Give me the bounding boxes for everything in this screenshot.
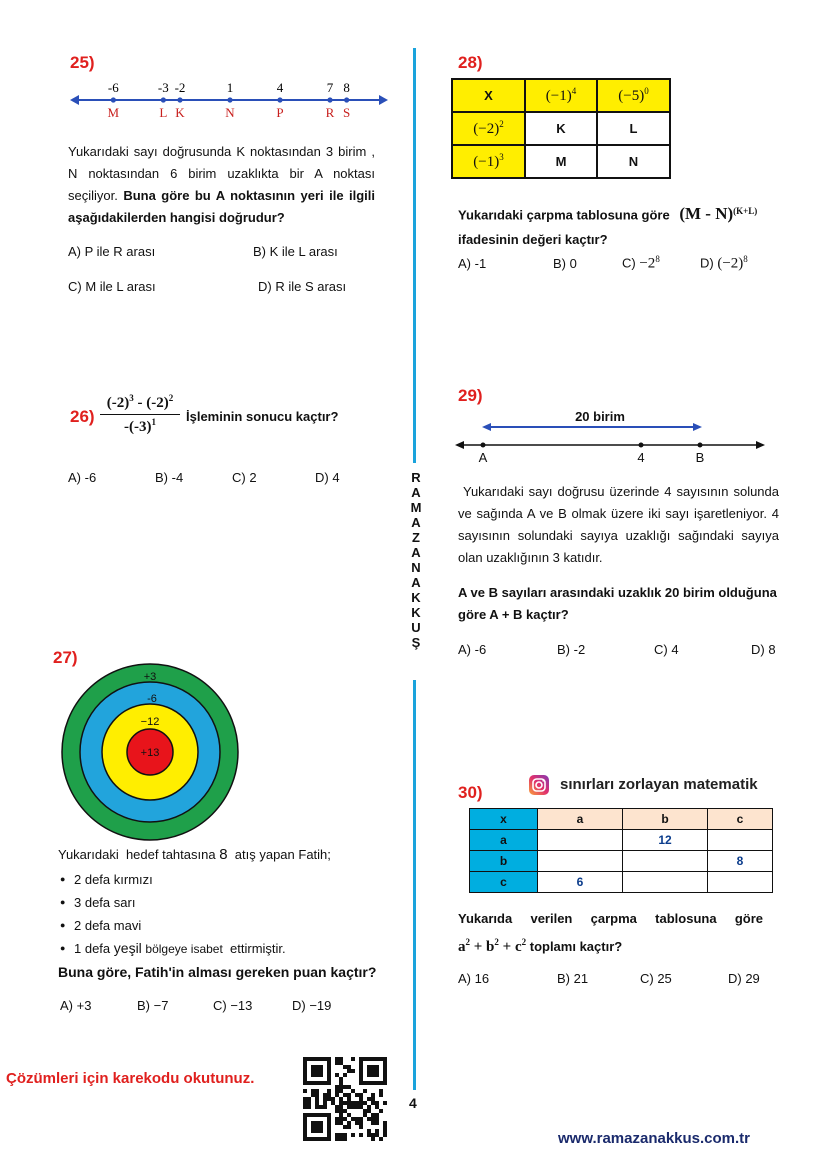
q28-row2-label: $(-1)^3$ — [452, 145, 525, 178]
q28-row1-label: $(-2)^2$ — [452, 112, 525, 145]
q26-option-d[interactable]: D) 4 — [315, 470, 340, 485]
point-b-dot — [698, 443, 703, 448]
number-line-25 — [70, 78, 390, 123]
q29-option-a[interactable]: A) -6 — [458, 642, 487, 657]
q25-option-d[interactable]: D) R ile S arası — [258, 279, 347, 294]
q25-option-b[interactable]: B) K ile L arası — [253, 244, 338, 259]
q27-question: Buna göre, Fatih'in alması gereken puan kaçtır? — [58, 964, 377, 980]
q28-text-b: ifadesinin değeri kaçtır? — [458, 232, 608, 247]
q27-option-b[interactable]: B) −7 — [137, 998, 169, 1013]
q29-text: Yukarıdaki sayı doğrusu üzerinde 4 sayısının solunda ve sağında A ve B olmak üzere iki sayı işaretleniyor. 4 sayısının solundaki sayıya uzaklığı sağındaki sayıya olan uzaklığının 3 katıdır. — [458, 484, 779, 565]
question-29-number: 29) — [458, 386, 483, 405]
question-25-statement: Yukarıdaki sayı doğrusunda K noktasından 3 birim , N noktasından 6 birim uzaklıkta bir A noktası seçiliyor. — [68, 144, 375, 203]
q26-denominator: $-(-3)^1$ — [124, 417, 156, 435]
q28-option-d[interactable]: D) $(-2)^8$ — [700, 254, 748, 272]
side-label-letter: A — [411, 545, 421, 560]
q30-option-c[interactable]: C) 25 — [640, 971, 672, 986]
number-line-letter: K — [175, 105, 185, 120]
q28-cell: K — [525, 112, 597, 145]
number-line-value: 7 — [326, 80, 334, 95]
number-line-value: -2 — [174, 80, 186, 95]
brand-text: sınırları zorlayan matematik — [560, 776, 758, 793]
q26-question: İşleminin sonucu kaçtır? — [186, 409, 339, 424]
q30-cell: 12 — [623, 830, 708, 851]
number-line-point — [111, 97, 116, 102]
qr-caption: Çözümleri için karekodu okutunuz. — [6, 1070, 255, 1087]
q28-header-x: X — [452, 79, 525, 112]
q28-header-col2: $(-5)^0$ — [597, 79, 670, 112]
q28-cell: N — [597, 145, 670, 178]
side-label-letter: K — [411, 605, 421, 620]
q26-numerator: $(-2)^3 - (-2)^2$ — [100, 393, 180, 415]
q26-option-c[interactable]: C) 2 — [232, 470, 257, 485]
point-4-dot — [639, 443, 644, 448]
number-line-point — [277, 97, 282, 102]
number-line-point — [344, 97, 349, 102]
number-line-value: 1 — [226, 80, 234, 95]
qr-code[interactable] — [303, 1057, 387, 1141]
q30-row-label: b — [470, 851, 538, 872]
number-line-letter: P — [276, 105, 284, 120]
q30-option-a[interactable]: A) 16 — [458, 971, 490, 986]
number-line-point — [327, 97, 332, 102]
q27-list — [60, 868, 286, 961]
question-26-number: 26) — [70, 407, 95, 426]
point-b-label: B — [695, 450, 705, 465]
number-line-letter: S — [343, 105, 351, 120]
number-line-value: -6 — [107, 80, 119, 95]
q30-text-a: Yukarıda verilen çarpma tablosuna göre — [458, 911, 763, 926]
side-label-letter: A — [411, 515, 421, 530]
question-25-text — [68, 141, 375, 229]
q30-text-b: $a^2 + b^2 + c^2$ toplamı kaçtır? — [458, 937, 623, 955]
q30-row-label: a — [470, 830, 538, 851]
q30-header-c: c — [708, 809, 773, 830]
q30-header-x: x — [470, 809, 538, 830]
number-line-letter: N — [225, 105, 235, 120]
page-number: 4 — [409, 1095, 417, 1111]
q28-option-b[interactable]: B) 0 — [553, 256, 577, 271]
number-line-point — [161, 97, 166, 102]
q28-option-c[interactable]: $C) -2^8$ — [622, 254, 660, 272]
number-line-letter: M — [107, 105, 120, 120]
q30-cell — [623, 851, 708, 872]
q27-option-a[interactable]: A) +3 — [60, 998, 92, 1013]
q29-question: A ve B sayıları arasındaki uzaklık 20 birim olduğuna göre A + B kaçtır? — [458, 585, 777, 622]
question-30-number: 30) — [458, 783, 483, 802]
ring-blue-label: -6 — [147, 693, 157, 705]
q30-cell — [538, 851, 623, 872]
number-line-point — [227, 97, 232, 102]
number-line-letter: L — [159, 105, 168, 120]
point-a-label: A — [478, 450, 488, 465]
distance-label: 20 birim — [575, 409, 625, 424]
list-item: ● 2 defa kırmızı — [60, 868, 286, 891]
side-label — [408, 470, 424, 650]
q30-cell: 8 — [708, 851, 773, 872]
side-label-letter: U — [411, 620, 421, 635]
q29-option-b[interactable]: B) -2 — [557, 642, 586, 657]
question-28-number: 28) — [458, 53, 483, 72]
question-25-prompt: Buna göre bu A noktasının yeri ile ilgili aşağıdakilerden hangisi doğrudur? — [68, 188, 375, 225]
q28-table — [451, 78, 671, 179]
q26-fraction — [100, 393, 180, 436]
number-line-value: -3 — [157, 80, 169, 95]
q30-table — [469, 808, 773, 893]
point-4-label: 4 — [637, 450, 645, 465]
q26-option-b[interactable]: B) -4 — [155, 470, 184, 485]
number-line-point — [177, 97, 182, 102]
side-label-letter: K — [411, 590, 421, 605]
side-label-letter: M — [410, 500, 422, 515]
q30-header-a: a — [538, 809, 623, 830]
q30-cell — [708, 830, 773, 851]
q28-option-a[interactable]: A) -1 — [458, 256, 487, 271]
q30-cell — [623, 872, 708, 893]
column-divider-top — [413, 48, 416, 463]
q28-cell: M — [525, 145, 597, 178]
q26-option-a[interactable]: A) -6 — [68, 470, 97, 485]
q25-option-c[interactable]: C) M ile L arası — [68, 279, 156, 294]
ring-yellow-label: −12 — [140, 716, 160, 728]
ring-red-label: +13 — [140, 747, 160, 759]
side-label-letter: N — [411, 560, 421, 575]
dartboard — [60, 662, 240, 842]
q29-option-c[interactable]: C) 4 — [654, 642, 679, 657]
q30-option-d[interactable]: D) 29 — [728, 971, 760, 986]
q25-option-a[interactable]: A) P ile R arası — [68, 244, 156, 259]
ring-green-label: +3 — [143, 671, 157, 683]
point-a-dot — [481, 443, 486, 448]
q30-header-b: b — [623, 809, 708, 830]
q30-option-b[interactable]: B) 21 — [557, 971, 589, 986]
side-label-letter: R — [411, 470, 421, 485]
q27-option-c[interactable]: C) −13 — [213, 998, 253, 1013]
question-27-number: 27) — [53, 648, 78, 667]
q28-header-col1: $(-1)^4$ — [525, 79, 597, 112]
q27-intro: Yukarıdaki hedef tahtasına 8 atış yapan Fatih; — [58, 846, 331, 863]
side-label-letter: Z — [412, 530, 420, 545]
number-line-value: 8 — [343, 80, 350, 95]
question-25-number: 25) — [70, 53, 95, 72]
website[interactable]: www.ramazanakkus.com.tr — [558, 1130, 751, 1147]
q29-option-d[interactable]: D) 8 — [751, 642, 776, 657]
side-label-letter: Ş — [411, 635, 421, 650]
side-label-letter: A — [411, 485, 421, 500]
column-divider-bottom — [413, 680, 416, 1090]
q28-cell: L — [597, 112, 670, 145]
side-label-letter: A — [411, 575, 421, 590]
list-item: ● 3 defa sarı — [60, 891, 286, 914]
q28-text: Yukarıdaki çarpma tablosuna göre (M - N)$^{(K+L)}$ — [458, 204, 758, 224]
q30-cell — [708, 872, 773, 893]
q27-option-d[interactable]: D) −19 — [292, 998, 332, 1013]
list-item: ● 2 defa mavi — [60, 914, 286, 937]
q30-row-label: c — [470, 872, 538, 893]
number-line-letter: R — [325, 105, 335, 120]
instagram-icon — [528, 774, 550, 796]
number-line-29 — [455, 405, 775, 465]
list-item: ● 1 defa yeşil bölgeye isabet ettirmiştir. — [60, 937, 286, 961]
number-line-value: 4 — [276, 80, 284, 95]
q30-cell: 6 — [538, 872, 623, 893]
q30-cell — [538, 830, 623, 851]
